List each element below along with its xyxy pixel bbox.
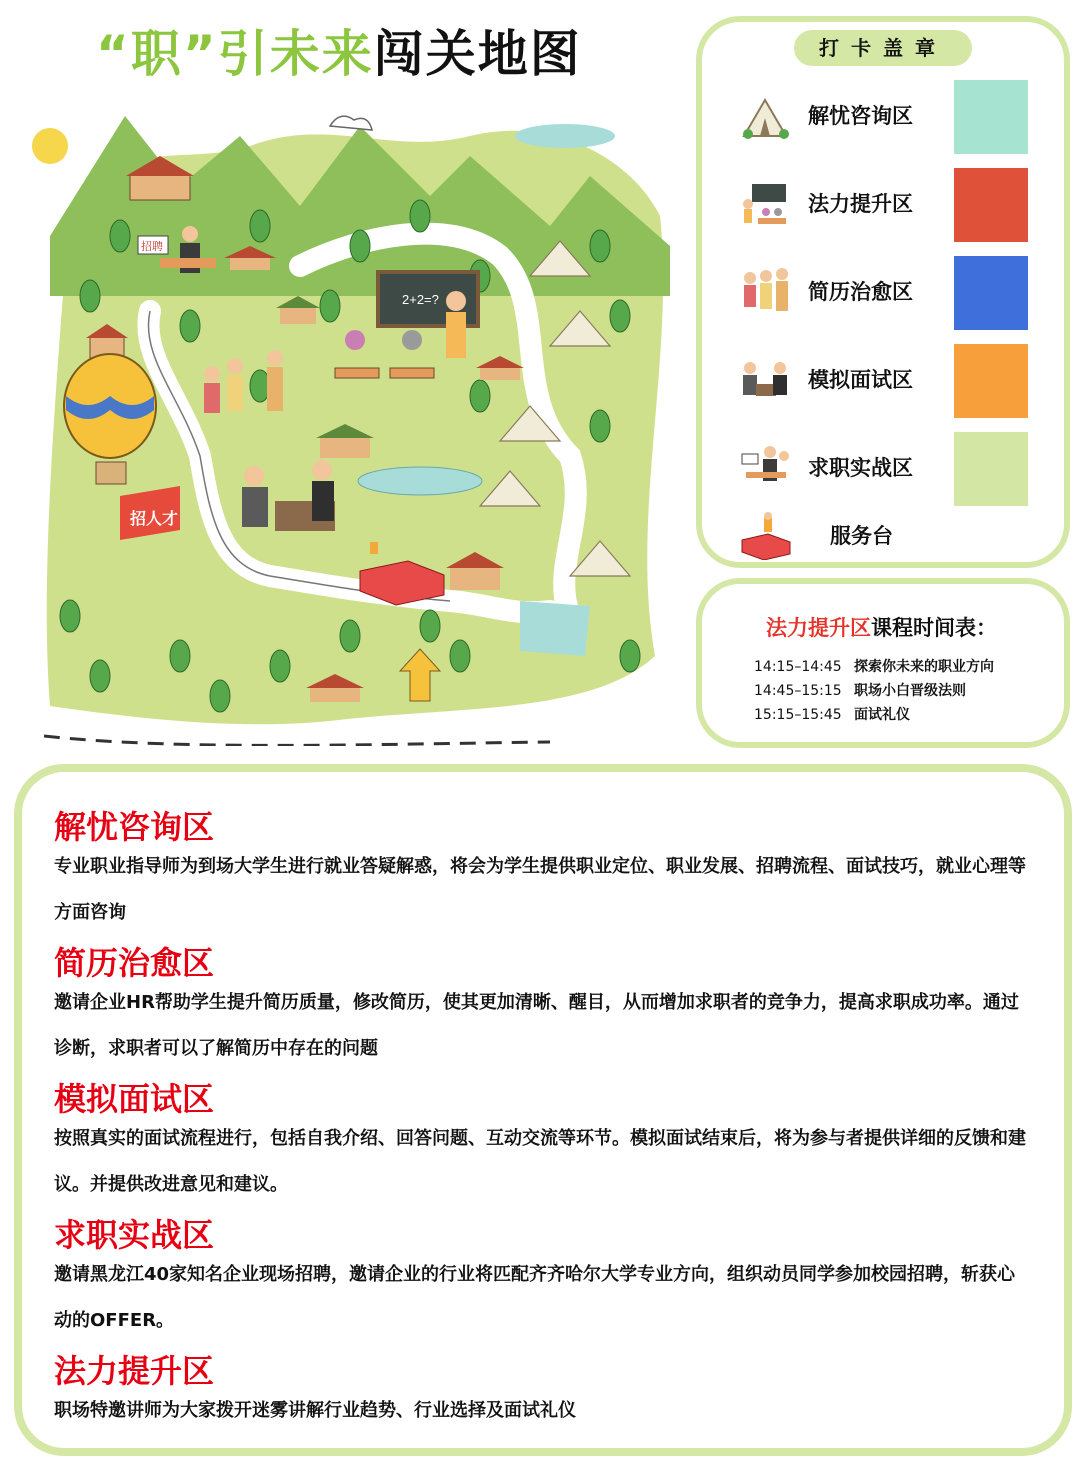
- section-heading: 简历治愈区: [54, 944, 215, 982]
- resume-consult-icon: [738, 264, 792, 320]
- schedule-row: [754, 680, 966, 700]
- schedule-title-zone: 法力提升区: [766, 616, 871, 640]
- section-text: 专业职业指导师为到场大学生进行就业答疑解惑，将会为学生提供职业定位、职业发展、招聘流程、面试技巧，就业心理等方面咨询: [54, 856, 1026, 923]
- stamp-label: 简历治愈区: [808, 280, 913, 304]
- sun-icon: [32, 128, 68, 164]
- title-rest: 闯关地图: [373, 25, 582, 83]
- pond: [358, 467, 482, 495]
- stamp-label: 解忧咨询区: [808, 104, 913, 128]
- stamp-row-consult: [738, 80, 1038, 154]
- stamp-label: 法力提升区: [808, 192, 913, 216]
- stamp-swatch: [954, 344, 1028, 418]
- title-highlight: “职”引未来: [96, 25, 374, 83]
- service-desk-label: 服务台: [830, 524, 893, 548]
- stamp-card: [696, 16, 1070, 568]
- stamp-row-recruit: [738, 432, 1038, 506]
- svg-text:招聘: 招聘: [141, 241, 163, 253]
- schedule-course: 面试礼仪: [854, 707, 910, 723]
- section-heading: 解忧咨询区: [54, 808, 215, 846]
- schedule-time: 14:15–14:45: [754, 659, 842, 675]
- section-text: 职场特邀讲师为大家拨开迷雾讲解行业趋势、行业选择及面试礼仪: [54, 1400, 576, 1421]
- section-text: 邀请企业HR帮助学生提升简历质量，修改简历，使其更加清晰、醒目，从而增加求职者的竞争力，提高求职成功率。通过诊断，求职者可以了解简历中存在的问题: [54, 992, 1019, 1059]
- schedule-title-rest: 课程时间表：: [871, 616, 997, 640]
- section-heading: 求职实战区: [54, 1216, 215, 1254]
- stamp-row-interview: [738, 344, 1038, 418]
- section-text: 邀请黑龙江40家知名企业现场招聘，邀请企业的行业将匹配齐齐哈尔大学专业方向，组织动员同学参加校园招聘，斩获心动的OFFER。: [54, 1264, 1016, 1331]
- cloud-icon: [330, 116, 372, 130]
- stamp-label: 模拟面试区: [808, 368, 913, 392]
- stamp-swatch: [954, 432, 1028, 506]
- schedule-course: 职场小白晋级法则: [854, 683, 966, 699]
- zone-descriptions: [14, 764, 1072, 1456]
- schedule-course: 探索你未来的职业方向: [854, 659, 994, 675]
- svg-text:招人才: 招人才: [130, 511, 179, 528]
- schedule-row: [754, 704, 910, 724]
- stamp-swatch: [954, 168, 1028, 242]
- illustrated-map: [30, 96, 680, 746]
- stamp-row-resume: [738, 256, 1038, 330]
- interview-icon: [738, 352, 792, 408]
- stamp-swatch: [954, 80, 1028, 154]
- stamp-card-title: 打卡盖章: [794, 30, 972, 66]
- service-desk-legend: [738, 510, 1038, 560]
- service-desk-icon: [738, 510, 794, 560]
- section-heading: 法力提升区: [54, 1352, 215, 1390]
- lecture-icon: [738, 176, 792, 232]
- blackboard-text: 2+2=?: [402, 292, 439, 307]
- schedule-time: 15:15–15:45: [754, 707, 842, 723]
- recruit-booth-icon: [738, 440, 792, 496]
- section-text: 按照真实的面试流程进行，包括自我介绍、回答问题、互动交流等环节。模拟面试结束后，将为参与者提供详细的反馈和建议。并提供改进意见和建议。: [54, 1128, 1026, 1195]
- lake: [515, 124, 615, 148]
- stamp-row-lecture: [738, 168, 1038, 242]
- section-heading: 模拟面试区: [54, 1080, 215, 1118]
- schedule-title: [766, 612, 997, 642]
- river: [520, 601, 590, 656]
- schedule-card: [696, 578, 1070, 748]
- schedule-row: [754, 656, 994, 676]
- page-title: [96, 14, 582, 86]
- stamp-label: 求职实战区: [808, 456, 913, 480]
- stamp-swatch: [954, 256, 1028, 330]
- tent-icon: [738, 88, 792, 144]
- schedule-time: 14:45–15:15: [754, 683, 842, 699]
